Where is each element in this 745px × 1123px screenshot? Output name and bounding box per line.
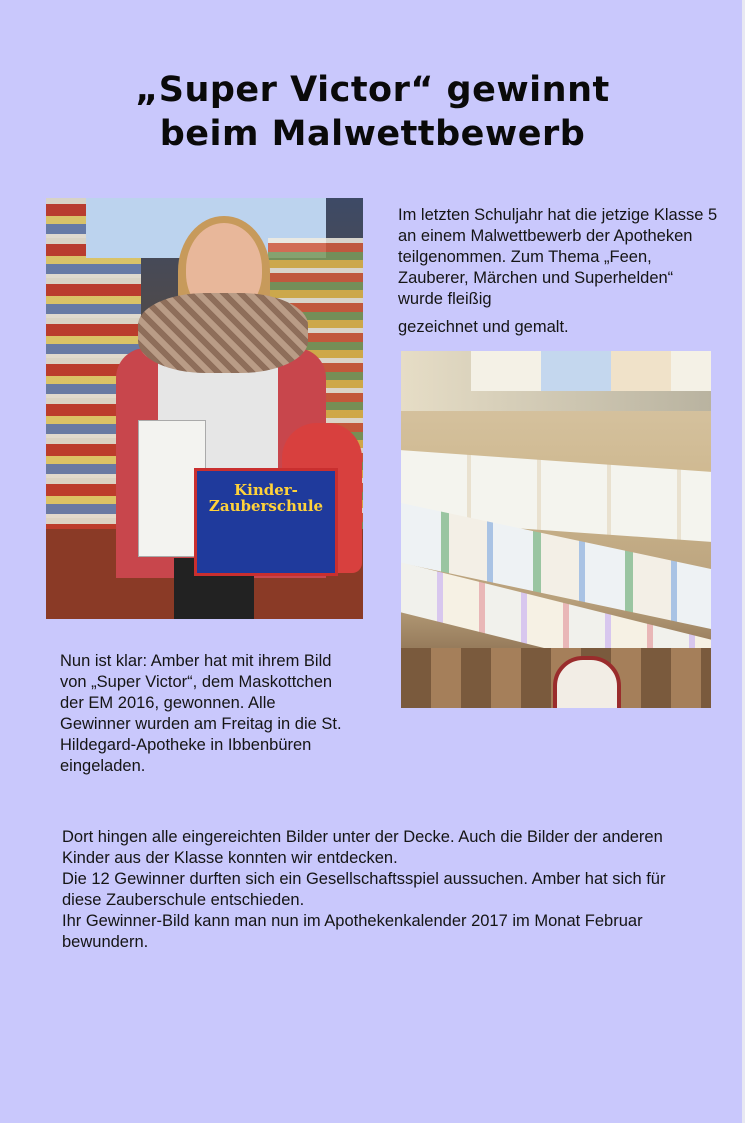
body-p1: Dort hingen alle eingereichten Bilder unter der Decke. Auch die Bilder der anderen Kinder aus der Klasse konnten wir entdecken. bbox=[62, 828, 663, 867]
title-line-1: „Super Victor“ gewinnt bbox=[135, 70, 610, 110]
girl-scarf bbox=[138, 293, 308, 373]
board-game-title: Kinder-Zauberschule bbox=[208, 481, 324, 515]
body-p3: Ihr Gewinner-Bild kann man nun im Apothekenkalender 2017 im Monat Februar bewundern. bbox=[62, 912, 643, 951]
body-paragraph bbox=[62, 827, 702, 953]
shelf-arch bbox=[553, 656, 621, 708]
result-paragraph: Nun ist klar: Amber hat mit ihrem Bild von „Super Victor“, dem Maskottchen der EM 2016, gewonnen. Alle Gewinner wurden am Freitag in die St. Hildegard-Apotheke in Ibbenbüren eingeladen. bbox=[60, 652, 342, 775]
drawings-top-row bbox=[471, 351, 711, 391]
title-line-2: beim Malwettbewerb bbox=[159, 114, 586, 154]
intro-paragraph bbox=[398, 205, 718, 338]
photo-winner-with-prize bbox=[46, 198, 363, 619]
intro-last-line: gezeichnet und gemalt. bbox=[398, 318, 569, 336]
page-title bbox=[60, 68, 685, 156]
photo-hanging-drawings bbox=[401, 351, 711, 708]
intro-text: Im letzten Schuljahr hat die jetzige Klasse 5 an einem Malwettbewerb der Apotheken teilgenommen. Zum Thema „Feen, Zauberer, Märchen und Superhelden“ wurde fleißig bbox=[398, 206, 718, 308]
body-p2: Die 12 Gewinner durften sich ein Gesellschaftsspiel aussuchen. Amber hat sich für diese Zauberschule entschieden. bbox=[62, 870, 666, 909]
